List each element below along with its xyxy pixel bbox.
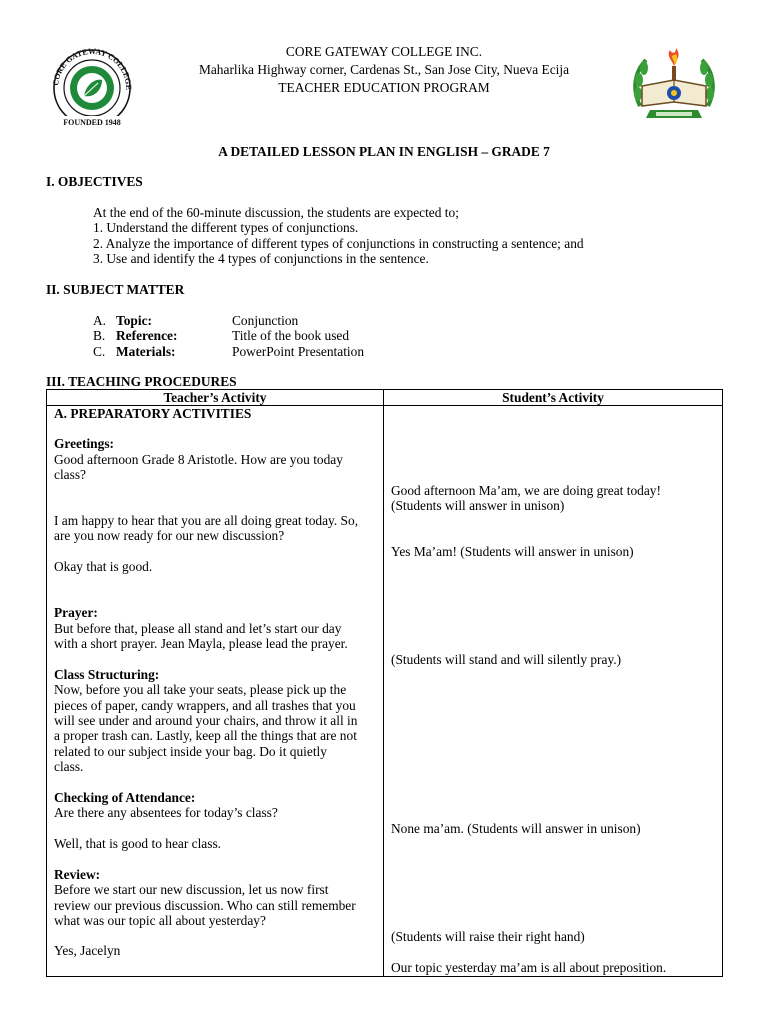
student-line: Good afternoon Ma’am, we are doing great today!	[391, 483, 661, 498]
logo-founded: FOUNDED 1948	[63, 118, 121, 127]
teacher-line: I am happy to hear that you are all doing great today. So,	[54, 513, 359, 528]
teacher-line: Before we start our new discussion, let us now first	[54, 882, 329, 897]
teacher-line: are you now ready for our new discussion?	[54, 528, 285, 543]
teacher-line: a proper trash can. Lastly, keep all the things that are not	[54, 728, 357, 743]
teacher-line: review our previous discussion. Who can still remember	[54, 898, 356, 913]
objective-item: 3. Use and identify the 4 types of conjunctions in the sentence.	[93, 251, 429, 266]
teacher-line: Okay that is good.	[54, 559, 153, 574]
subject-row-letter: C.	[93, 344, 106, 359]
greetings-label: Greetings:	[54, 436, 114, 451]
attendance-label: Checking of Attendance:	[54, 790, 196, 805]
preparatory-activities-title: A. PREPARATORY ACTIVITIES	[54, 406, 252, 421]
subject-row-key: Topic:	[116, 313, 152, 328]
teacher-line: what was our topic all about yesterday?	[54, 913, 266, 928]
teacher-line: class.	[54, 759, 84, 774]
logo-ring-text: CORE GATEWAY COLLEGE	[51, 46, 134, 91]
prayer-label: Prayer:	[54, 605, 98, 620]
teacher-line: Now, before you all take your seats, please pick up the	[54, 682, 347, 697]
teacher-line: Good afternoon Grade 8 Aristotle. How are you today	[54, 452, 343, 467]
procedures-body-row	[47, 406, 723, 977]
student-line: (Students will raise their right hand)	[391, 929, 585, 944]
document-title: A DETAILED LESSON PLAN IN ENGLISH – GRADE 7	[218, 144, 550, 159]
subject-row-value: Title of the book used	[232, 328, 350, 343]
institution-address: Maharlika Highway corner, Cardenas St., San Jose City, Nueva Ecija	[198, 62, 570, 77]
teacher-line: But before that, please all stand and let’s start our day	[54, 621, 342, 636]
procedures-table	[46, 389, 723, 977]
teacher-line: with a short prayer. Jean Mayla, please lead the prayer.	[54, 636, 348, 651]
objectives-heading: I. OBJECTIVES	[46, 174, 143, 189]
subject-matter-heading: II. SUBJECT MATTER	[46, 282, 185, 297]
procedures-heading: III. TEACHING PROCEDURES	[46, 374, 237, 389]
institution-name: CORE GATEWAY COLLEGE INC.	[285, 44, 483, 59]
teacher-line: Yes, Jacelyn	[54, 943, 121, 958]
teacher-line: pieces of paper, candy wrappers, and all trashes that you	[54, 698, 356, 713]
teacher-line: Well, that is good to hear class.	[54, 836, 222, 851]
student-line: Our topic yesterday ma’am is all about preposition.	[391, 960, 667, 975]
teacher-activity-cell	[47, 406, 384, 977]
student-line: (Students will answer in unison)	[391, 498, 565, 513]
subject-row-value: PowerPoint Presentation	[232, 344, 365, 359]
teacher-line: Are there any absentees for today’s class?	[54, 805, 278, 820]
objective-item: 1. Understand the different types of conjunctions.	[93, 220, 359, 235]
teacher-activity-header: Teacher’s Activity	[47, 390, 384, 406]
class-structuring-label: Class Structuring:	[54, 667, 160, 682]
subject-row-letter: B.	[93, 328, 106, 343]
procedures-header-row	[47, 390, 723, 406]
teacher-line: will see under and around your chairs, and throw it all in	[54, 713, 358, 728]
teacher-line: related to our subject inside your bag. Do it quietly	[54, 744, 327, 759]
subject-row-letter: A.	[93, 313, 107, 328]
subject-row-value: Conjunction	[232, 313, 299, 328]
review-label: Review:	[54, 867, 101, 882]
teacher-line: class?	[54, 467, 86, 482]
student-line: Yes Ma’am! (Students will answer in unison)	[391, 544, 634, 559]
student-line: None ma’am. (Students will answer in unison)	[391, 821, 641, 836]
student-activity-header: Student’s Activity	[384, 390, 723, 406]
objectives-intro: At the end of the 60-minute discussion, the students are expected to;	[93, 205, 459, 220]
student-activity-cell	[384, 406, 723, 977]
subject-row-key: Materials:	[116, 344, 176, 359]
student-line: (Students will stand and will silently pray.)	[391, 652, 622, 667]
program-name: TEACHER EDUCATION PROGRAM	[278, 80, 490, 95]
subject-row-key: Reference:	[116, 328, 178, 343]
objective-item: 2. Analyze the importance of different types of conjunctions in constructing a sentence; and	[93, 236, 584, 251]
